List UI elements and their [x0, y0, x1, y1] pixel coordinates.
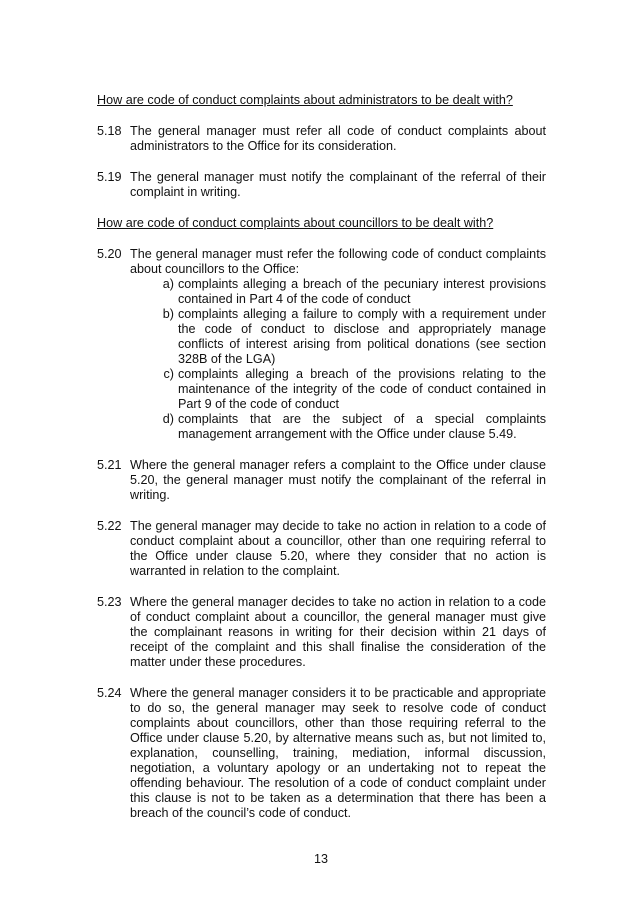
clause-number: 5.23 — [97, 595, 122, 609]
list-item-d — [154, 412, 546, 442]
clause-5-24 — [97, 686, 546, 821]
clause-number: 5.20 — [97, 247, 122, 261]
clause-number: 5.19 — [97, 170, 122, 184]
section-heading-administrators: How are code of conduct complaints about administrators to be dealt with? — [97, 93, 513, 107]
clause-5-23 — [97, 595, 546, 670]
list-item-b — [154, 307, 546, 367]
clause-text: The general manager must notify the complainant of the referral of their complaint in writing. — [130, 170, 546, 199]
clause-5-19 — [97, 170, 546, 200]
clause-text: Where the general manager considers it to be practicable and appropriate to do so, the general manager may seek to resolve code of conduct complaints about councillors, other than those requiring referral to the Office under clause 5.20, by alternative means such as, but not limited to, explanation, counselling, training, mediation, informal discussion, negotiation, a voluntary apology or an undertaking not to repeat the offending behaviour. The resolution of a code of conduct complaint under this clause is not to be taken as a determination that there has been a breach of the council’s code of conduct. — [130, 686, 546, 820]
clause-5-18 — [97, 124, 546, 154]
list-letter: b) — [162, 307, 174, 321]
clause-5-20 — [97, 247, 546, 442]
list-item-text: complaints that are the subject of a special complaints management arrangement with the Office under clause 5.49. — [178, 412, 546, 441]
clause-text: The general manager must refer the following code of conduct complaints about councillors to the Office: — [130, 247, 546, 276]
clause-number: 5.24 — [97, 686, 122, 700]
section-heading-councillors: How are code of conduct complaints about councillors to be dealt with? — [97, 216, 494, 230]
list-item-text: complaints alleging a failure to comply with a requirement under the code of conduct to disclose and appropriately manage conflicts of interest arising from political donations (see section 328B of the LGA) — [178, 307, 546, 366]
clause-text: The general manager must refer all code of conduct complaints about administrators to the Office for its consideration. — [130, 124, 546, 153]
page-number: 13 — [313, 852, 328, 866]
clause-number: 5.22 — [97, 519, 122, 533]
list-item-a — [154, 277, 546, 307]
clause-number: 5.18 — [97, 124, 122, 138]
list-item-text: complaints alleging a breach of the provisions relating to the maintenance of the integrity of the code of conduct contained in Part 9 of the code of conduct — [178, 367, 546, 411]
clause-text: Where the general manager refers a complaint to the Office under clause 5.20, the general manager must notify the complainant of the referral in writing. — [130, 458, 546, 502]
clause-text: The general manager may decide to take no action in relation to a code of conduct complaint about a councillor, other than one requiring referral to the Office under clause 5.20, where they consider that no action is warranted in relation to the complaint. — [130, 519, 546, 578]
document-page — [97, 93, 546, 837]
list-letter: a) — [162, 277, 174, 291]
list-item-text: complaints alleging a breach of the pecuniary interest provisions contained in Part 4 of the code of conduct — [178, 277, 546, 306]
clause-5-21 — [97, 458, 546, 503]
referral-list — [130, 277, 546, 442]
clause-5-22 — [97, 519, 546, 579]
list-letter: d) — [162, 412, 174, 426]
clause-number: 5.21 — [97, 458, 122, 472]
clause-text: Where the general manager decides to take no action in relation to a code of conduct complaint about a councillor, the general manager must give the complainant reasons in writing for their decision within 21 days of receipt of the complaint and this shall finalise the consideration of the matter under these procedures. — [130, 595, 546, 669]
list-item-c — [154, 367, 546, 412]
list-letter: c) — [163, 367, 174, 381]
